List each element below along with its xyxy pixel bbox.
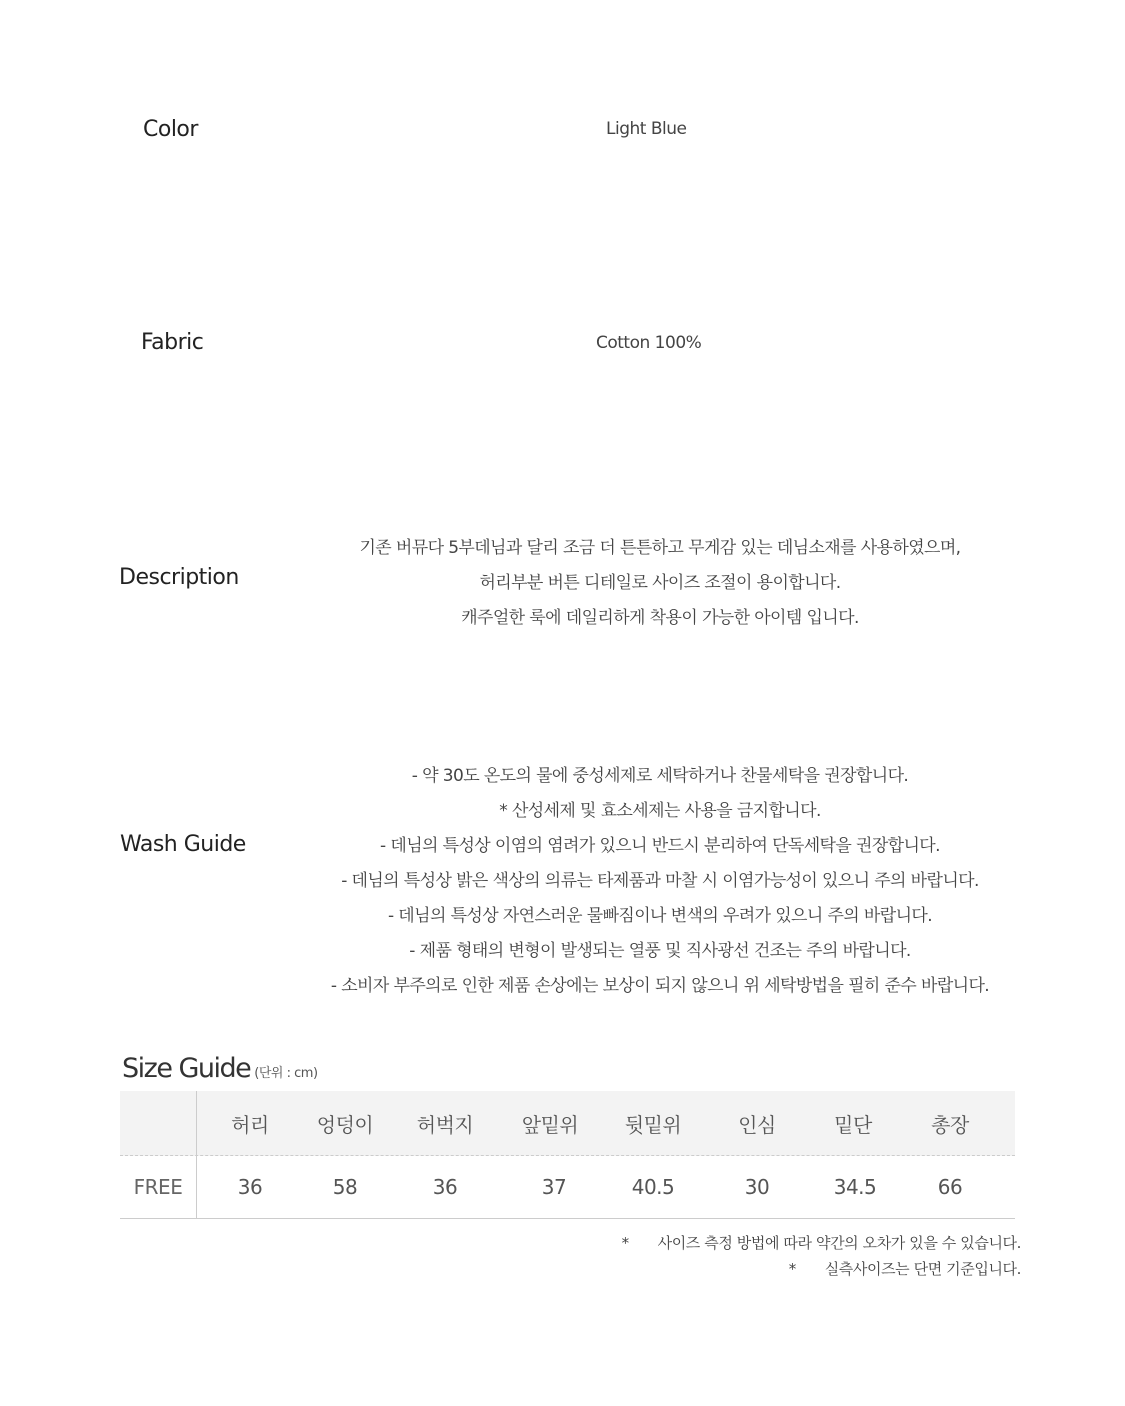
wash-guide-line: - 데님의 특성상 밝은 색상의 의류는 타제품과 마찰 시 이염가능성이 있으니 주의 바랍니다. [341,871,979,891]
wash-guide-line: - 제품 형태의 변형이 발생되는 열풍 및 직사광선 건조는 주의 바랍니다. [409,941,911,961]
value-hip: 58 [332,1175,358,1199]
value-back-rise: 40.5 [631,1175,675,1199]
size-table-corner [120,1091,197,1155]
wash-guide-label: Wash Guide [120,832,246,857]
note-text: 사이즈 측정 방법에 따라 약간의 오차가 있을 수 있습니다. [657,1234,1021,1252]
size-table-header-row [120,1091,1015,1156]
header-back-rise: 뒷밑위 [624,1112,682,1137]
fabric-label: Fabric [141,330,204,355]
header-thigh: 허벅지 [416,1112,474,1137]
header-front-rise: 앞밑위 [521,1112,579,1137]
value-hem: 34.5 [833,1175,877,1199]
value-inseam: 30 [744,1175,770,1199]
description-label: Description [119,565,239,590]
header-total-length: 총장 [931,1112,969,1137]
size-note [622,1256,1021,1282]
wash-guide-line: - 소비자 부주의로 인한 제품 손상에는 보상이 되지 않으니 위 세탁방법을 필히 준수 바랍니다. [330,976,990,996]
value-waist: 36 [237,1175,263,1199]
header-inseam: 인심 [738,1112,776,1137]
size-free-label: FREE [120,1156,197,1218]
value-total-length: 66 [937,1175,963,1199]
size-guide-heading: Size Guide [122,1053,251,1084]
fabric-value: Cotton 100% [596,333,702,353]
size-guide-unit: (단위 : cm) [254,1066,318,1081]
size-guide-title [122,1053,318,1084]
description-text [320,531,1000,636]
size-table [120,1091,1015,1219]
color-label: Color [143,117,198,142]
wash-guide-text [320,759,1000,1004]
size-note [622,1230,1021,1256]
value-front-rise: 37 [541,1175,567,1199]
description-line: 허리부분 버튼 디테일로 사이즈 조절이 용이합니다. [479,573,841,593]
note-mark: * [621,1234,629,1252]
header-hem: 밑단 [834,1112,872,1137]
color-value: Light Blue [606,119,687,139]
wash-guide-line: - 데님의 특성상 자연스러운 물빠짐이나 변색의 우려가 있으니 주의 바랍니다. [387,906,933,926]
wash-guide-line: - 약 30도 온도의 물에 중성세제로 세탁하거나 찬물세탁을 권장합니다. [411,766,909,786]
value-thigh: 36 [432,1175,458,1199]
header-hip: 엉덩이 [316,1112,374,1137]
table-row [120,1156,1015,1219]
note-text: 실측사이즈는 단면 기준입니다. [824,1260,1021,1278]
wash-guide-line: - 데님의 특성상 이염의 염려가 있으니 반드시 분리하여 단독세탁을 권장합니다. [380,836,940,856]
header-waist: 허리 [231,1112,269,1137]
description-line: 기존 버뮤다 5부데님과 달리 조금 더 튼튼하고 무게감 있는 데님소재를 사용하였으며, [359,538,961,558]
wash-guide-line: * 산성세제 및 효소세제는 사용을 금지합니다. [499,801,821,821]
note-mark: * [788,1260,796,1278]
size-notes [622,1230,1021,1282]
description-line: 캐주얼한 룩에 데일리하게 착용이 가능한 아이템 입니다. [461,608,859,628]
